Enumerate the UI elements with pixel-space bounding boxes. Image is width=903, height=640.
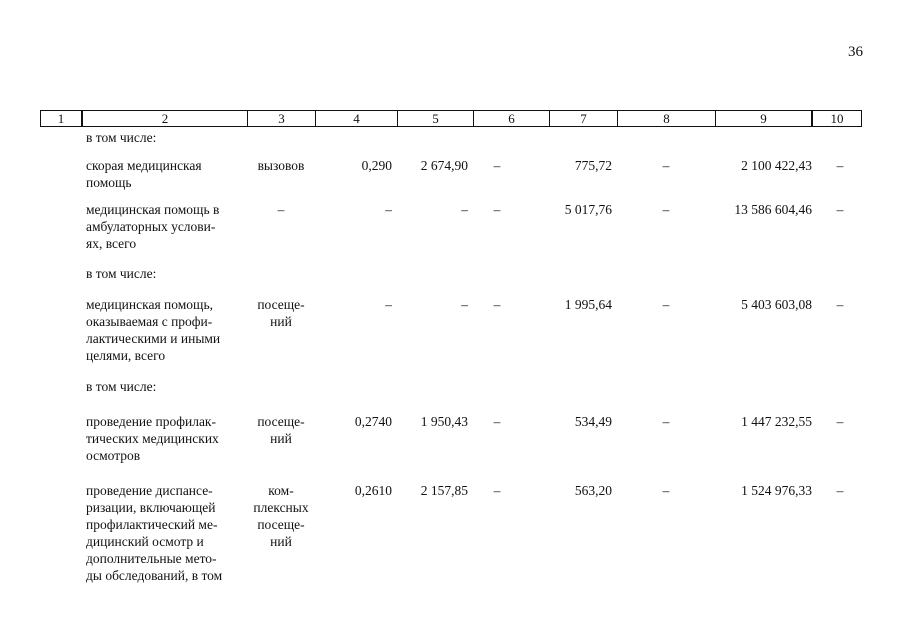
header-col-9: 9 <box>715 111 811 126</box>
header-col-6: 6 <box>473 111 549 126</box>
col9-value: 1 524 976,33 <box>741 483 812 498</box>
table-header <box>40 110 862 127</box>
col4-value: – <box>385 202 392 217</box>
col7-value: 5 017,76 <box>564 202 612 217</box>
row-label: проведение профилак- тических медицинских осмотров <box>86 414 219 463</box>
row-label: в том числе: <box>86 130 157 145</box>
col5-value: 2 157,85 <box>420 483 468 498</box>
row-label: в том числе: <box>86 379 157 394</box>
col7-value: 563,20 <box>574 483 612 498</box>
col10-value: – <box>836 414 844 429</box>
unit-cell: ком- плексных посеще- ний <box>253 483 309 549</box>
row-label: медицинская помощь в амбулаторных услови- ях, всего <box>86 202 220 251</box>
header-col-3: 3 <box>247 111 315 126</box>
col7-value: 775,72 <box>574 158 612 173</box>
row-label: медицинская помощь, оказываемая с профи- лактическими и иными целями, всего <box>86 297 221 363</box>
row-label: в том числе: <box>86 266 157 281</box>
row-label: скорая медицинская помощь <box>86 158 202 190</box>
col6-value: – <box>493 483 501 498</box>
col9-value: 1 447 232,55 <box>741 414 812 429</box>
col5-value: 1 950,43 <box>420 414 468 429</box>
unit-cell: посеще- ний <box>257 414 305 446</box>
col6-value: – <box>493 297 501 312</box>
col7-value: 534,49 <box>574 414 612 429</box>
col7-value: 1 995,64 <box>564 297 612 312</box>
unit-cell: посеще- ний <box>257 297 305 329</box>
col10-value: – <box>836 158 844 173</box>
row-label: проведение диспансе- ризации, включающей профилактический ме- дицинский осмотр и дополнительные мето- ды обследований, в том <box>86 483 223 583</box>
col6-value: – <box>493 158 501 173</box>
col8-value: – <box>662 414 670 429</box>
col9-value: 5 403 603,08 <box>741 297 812 312</box>
unit-cell: вызовов <box>257 158 305 173</box>
header-col-8: 8 <box>617 111 715 126</box>
col10-value: – <box>836 297 844 312</box>
col8-value: – <box>662 202 670 217</box>
col4-value: 0,2740 <box>354 414 392 429</box>
col5-value: – <box>461 202 468 217</box>
col8-value: – <box>662 158 670 173</box>
header-col-5: 5 <box>397 111 473 126</box>
col10-value: – <box>836 202 844 217</box>
col9-value: 13 586 604,46 <box>734 202 812 217</box>
col10-value: – <box>836 483 844 498</box>
header-col-7: 7 <box>549 111 617 126</box>
header-col-10: 10 <box>811 111 861 126</box>
col4-value: – <box>385 297 392 312</box>
col9-value: 2 100 422,43 <box>741 158 812 173</box>
col4-value: 0,2610 <box>354 483 392 498</box>
col8-value: – <box>662 297 670 312</box>
col8-value: – <box>662 483 670 498</box>
unit-cell: – <box>277 202 285 217</box>
col6-value: – <box>493 202 501 217</box>
col6-value: – <box>493 414 501 429</box>
col5-value: – <box>461 297 468 312</box>
header-col-1: 1 <box>57 111 65 126</box>
col4-value: 0,290 <box>361 158 392 173</box>
header-col-4: 4 <box>315 111 397 126</box>
col5-value: 2 674,90 <box>420 158 468 173</box>
header-col-2: 2 <box>81 111 247 126</box>
page-number: 36 <box>848 44 863 60</box>
